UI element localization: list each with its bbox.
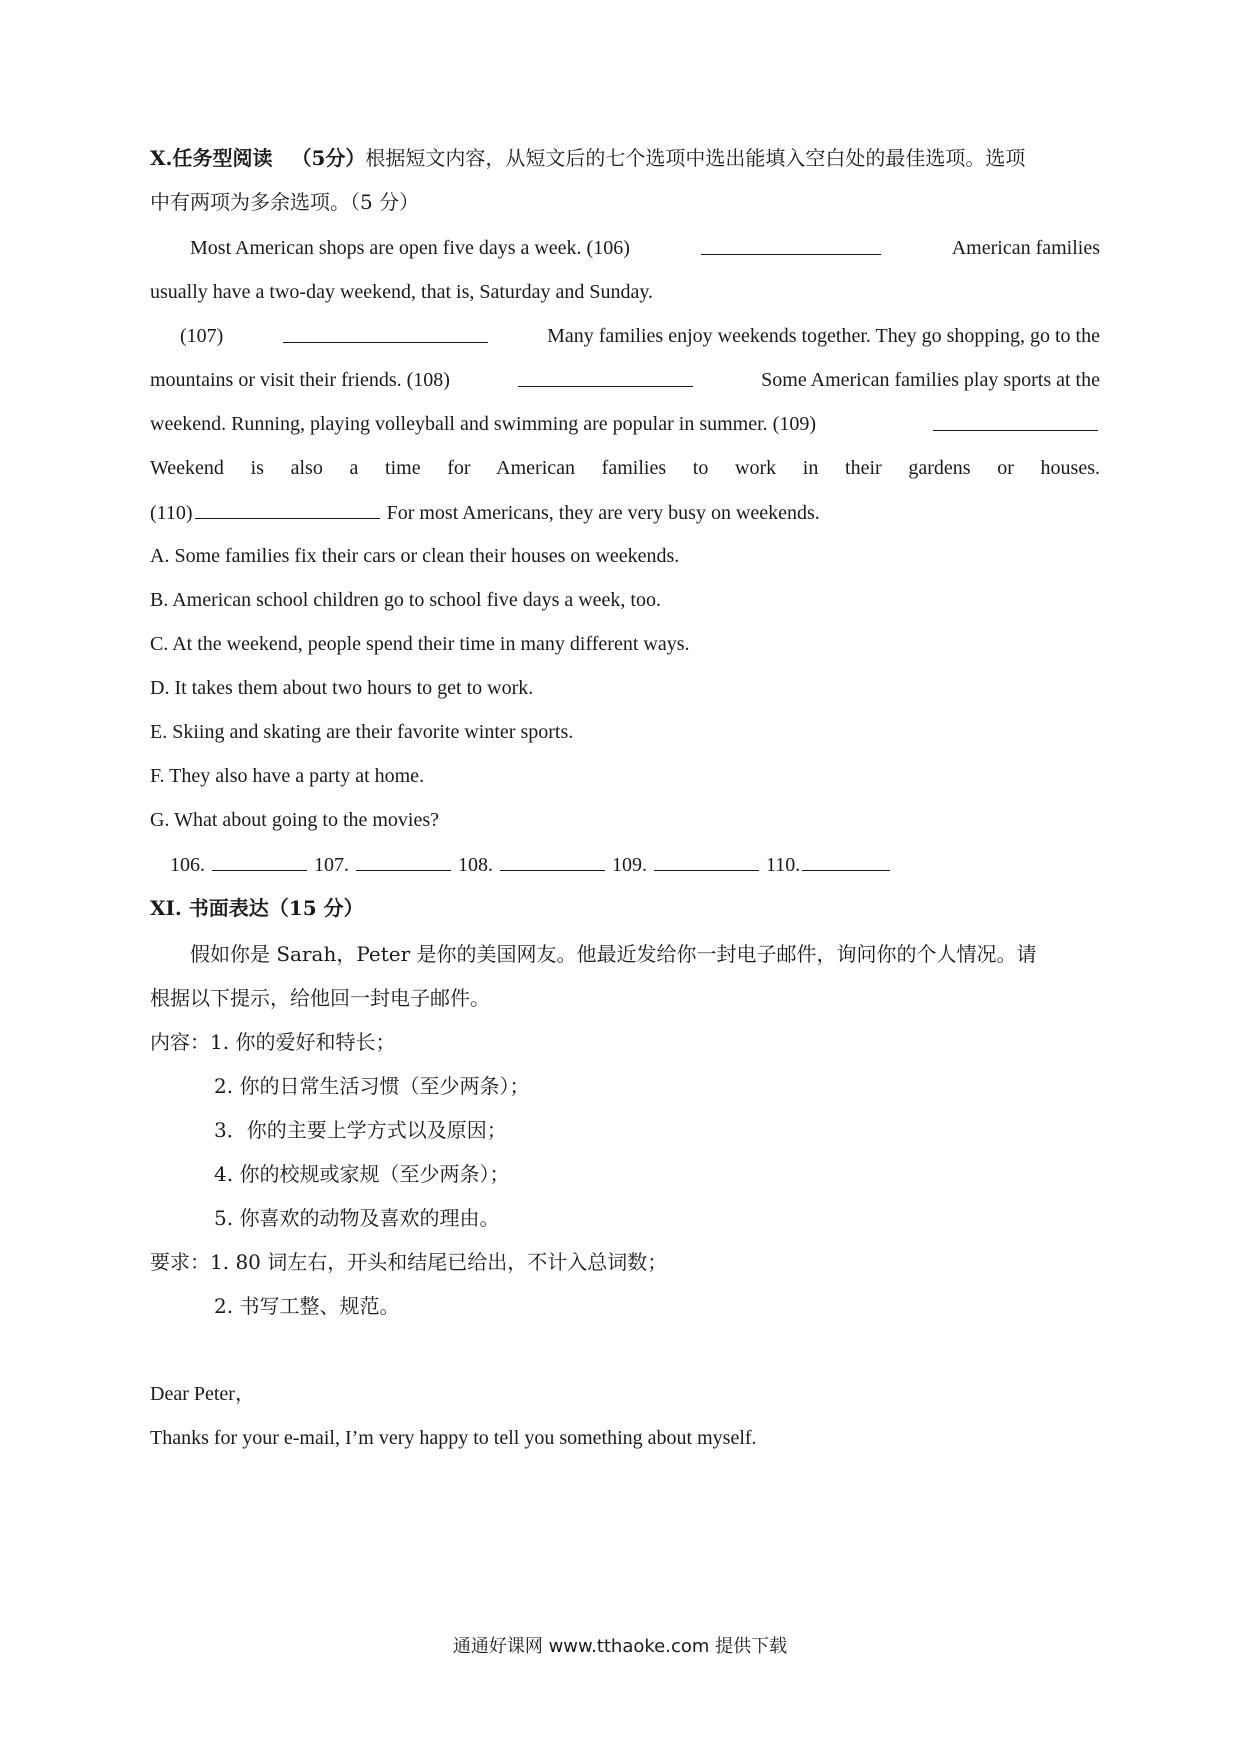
content-item: 3．你的主要上学方式以及原因； [214, 1118, 507, 1142]
passage-line-4 [150, 366, 1100, 394]
requirement-label: 要求： [150, 1250, 210, 1274]
page-footer: 通通好课网 www.tthaoke.com 提供下载 [452, 1636, 788, 1657]
passage-text: For most Americans, they are very busy on weekends. [386, 502, 820, 524]
content-label: 内容： [150, 1030, 210, 1054]
answer-label-110: 110. [766, 854, 801, 876]
content-item: 1. 你的爱好和特长； [210, 1030, 396, 1054]
passage-text: Some American families play sports at the [761, 369, 1100, 391]
answer-blank-110 [195, 498, 380, 519]
answer-fill-109 [654, 850, 759, 871]
option-c: C. At the weekend, people spend their time in many different ways. [150, 633, 690, 655]
option-g: G. What about going to the movies? [150, 809, 440, 831]
answer-blank-107 [283, 322, 488, 343]
content-item: 2. 你的日常生活习惯（至少两条）； [214, 1074, 530, 1098]
content-item: 4. 你的校规或家规（至少两条）； [214, 1162, 510, 1186]
answer-label-107: 107. [314, 854, 349, 876]
option-f: F. They also have a party at home. [150, 765, 425, 787]
answer-fill-106 [212, 850, 307, 871]
section-xi-prompt-1: 假如你是 Sarah，Peter 是你的美国网友。他最近发给你一封电子邮件，询问你的个人情况。请 [190, 942, 1037, 966]
answer-fill-108 [500, 850, 605, 871]
option-e: E. Skiing and skating are their favorite winter sports. [150, 721, 574, 743]
option-d: D. It takes them about two hours to get to work. [150, 677, 534, 699]
answer-blank-108 [518, 366, 693, 387]
passage-line-5 [150, 410, 1100, 438]
passage-text: Most American shops are open five days a week. (106) [190, 237, 630, 259]
answer-fill-107 [356, 850, 451, 871]
passage-line-1 [150, 234, 1100, 262]
passage-text: Many families enjoy weekends together. They go shopping, go to the [547, 325, 1100, 347]
letter-opening: Thanks for your e-mail, I’m very happy to tell you something about myself. [150, 1427, 757, 1449]
content-item: 5. 你喜欢的动物及喜欢的理由。 [214, 1206, 500, 1230]
content-row-1 [150, 1028, 1100, 1056]
answer-blank-109 [933, 410, 1098, 431]
requirement-item: 2. 书写工整、规范。 [214, 1294, 400, 1318]
requirement-item: 1. 80 词左右，开头和结尾已给出，不计入总词数； [210, 1250, 668, 1274]
option-b: B. American school children go to school five days a week, too. [150, 589, 661, 611]
section-x-title: X.任务型阅读 [150, 146, 273, 170]
answer-blank-106 [701, 234, 881, 255]
section-x-instruction-1: 根据短文内容，从短文后的七个选项中选出能填入空白处的最佳选项。选项 [365, 146, 1026, 170]
section-x-heading [150, 144, 1100, 173]
answer-label-108: 108. [458, 854, 493, 876]
passage-line-7 [150, 498, 1100, 527]
answer-label-106: 106. [170, 854, 205, 876]
passage-text: mountains or visit their friends. (108) [150, 369, 450, 391]
section-x-score: （5分） [291, 146, 366, 170]
answer-row [150, 850, 1120, 879]
passage-text: usually have a two-day weekend, that is, Saturday and Sunday. [150, 281, 654, 303]
passage-text: (110) [150, 502, 193, 524]
passage-text: weekend. Running, playing volleyball and swimming are popular in summer. (109) [150, 413, 816, 435]
section-xi-title: XI. 书面表达（15 分） [150, 896, 364, 920]
passage-text: American families [951, 237, 1100, 259]
option-a: A. Some families fix their cars or clean their houses on weekends. [150, 545, 680, 567]
passage-line-3 [150, 322, 1100, 350]
letter-greeting: Dear Peter， [150, 1383, 255, 1405]
section-xi-prompt-2: 根据以下提示，给他回一封电子邮件。 [150, 986, 490, 1010]
answer-fill-110 [802, 850, 890, 871]
passage-text: (107) [180, 325, 224, 347]
answer-label-109: 109. [612, 854, 647, 876]
requirement-row-1 [150, 1248, 1100, 1276]
passage-text: Weekend is also a time for American families to work in their gardens or houses. [150, 457, 1100, 479]
section-x-instruction-2: 中有两项为多余选项。（5 分） [150, 190, 420, 214]
